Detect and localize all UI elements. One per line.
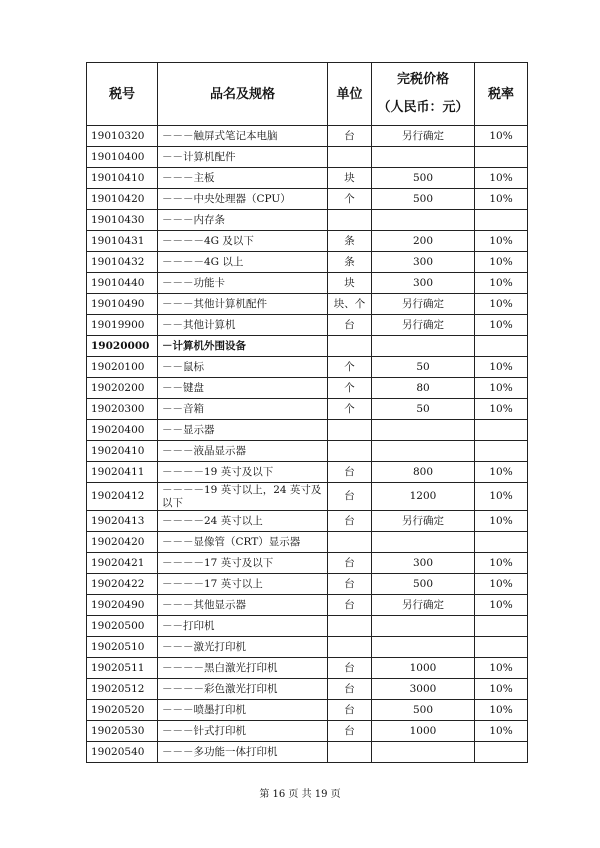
table-row	[87, 637, 528, 658]
cell-code: 19010430	[87, 210, 158, 231]
cell-rate	[475, 147, 528, 168]
cell-rate	[475, 616, 528, 637]
cell-code: 19020420	[87, 532, 158, 553]
cell-price	[372, 616, 475, 637]
cell-rate: 10%	[475, 252, 528, 273]
cell-rate: 10%	[475, 189, 528, 210]
cell-unit: 条	[328, 231, 372, 252]
cell-unit	[328, 210, 372, 231]
cell-rate: 10%	[475, 315, 528, 336]
cell-unit	[328, 336, 372, 357]
cell-price	[372, 336, 475, 357]
cell-unit: 块、个	[328, 294, 372, 315]
cell-rate: 10%	[475, 700, 528, 721]
cell-name: －－音箱	[158, 399, 328, 420]
cell-rate	[475, 210, 528, 231]
table-row	[87, 210, 528, 231]
cell-price: 300	[372, 553, 475, 574]
cell-code: 19010431	[87, 231, 158, 252]
cell-name: －－－－黑白激光打印机	[158, 658, 328, 679]
cell-name: －－－功能卡	[158, 273, 328, 294]
table-row	[87, 378, 528, 399]
cell-unit	[328, 742, 372, 763]
cell-code: 19020520	[87, 700, 158, 721]
table-row	[87, 231, 528, 252]
cell-rate: 10%	[475, 721, 528, 742]
cell-code: 19020413	[87, 511, 158, 532]
cell-name: －－鼠标	[158, 357, 328, 378]
header-price	[372, 63, 475, 126]
table-row	[87, 189, 528, 210]
cell-rate: 10%	[475, 679, 528, 700]
cell-code: 19020200	[87, 378, 158, 399]
cell-price	[372, 637, 475, 658]
cell-code: 19010440	[87, 273, 158, 294]
cell-rate: 10%	[475, 126, 528, 147]
cell-rate: 10%	[475, 399, 528, 420]
cell-price: 50	[372, 399, 475, 420]
cell-rate: 10%	[475, 168, 528, 189]
cell-price	[372, 441, 475, 462]
header-row	[87, 63, 528, 126]
table-row	[87, 441, 528, 462]
cell-code: 19020300	[87, 399, 158, 420]
cell-rate: 10%	[475, 553, 528, 574]
cell-code: 19020400	[87, 420, 158, 441]
table-row	[87, 700, 528, 721]
cell-price: 1000	[372, 721, 475, 742]
cell-unit: 台	[328, 595, 372, 616]
cell-name: －－－液晶显示器	[158, 441, 328, 462]
cell-name: －－－其他显示器	[158, 595, 328, 616]
cell-code: 19010420	[87, 189, 158, 210]
cell-name: －－－触屏式笔记本电脑	[158, 126, 328, 147]
cell-code: 19020100	[87, 357, 158, 378]
table-row	[87, 574, 528, 595]
cell-price: 500	[372, 700, 475, 721]
header-code: 税号	[87, 63, 158, 126]
cell-unit: 台	[328, 553, 372, 574]
table-row	[87, 420, 528, 441]
table-row	[87, 721, 528, 742]
cell-unit: 个	[328, 357, 372, 378]
table-row	[87, 679, 528, 700]
cell-unit: 台	[328, 574, 372, 595]
header-rate: 税率	[475, 63, 528, 126]
cell-price	[372, 420, 475, 441]
cell-price: 800	[372, 462, 475, 483]
cell-price: 3000	[372, 679, 475, 700]
cell-price: 50	[372, 357, 475, 378]
cell-rate	[475, 637, 528, 658]
cell-unit: 台	[328, 126, 372, 147]
table-row	[87, 357, 528, 378]
cell-rate: 10%	[475, 378, 528, 399]
cell-name: －－－－24 英寸以上	[158, 511, 328, 532]
cell-rate: 10%	[475, 357, 528, 378]
cell-price: 500	[372, 168, 475, 189]
cell-name: －－－－19 英寸及以下	[158, 462, 328, 483]
table-body	[87, 126, 528, 763]
cell-rate	[475, 532, 528, 553]
cell-rate: 10%	[475, 658, 528, 679]
cell-unit	[328, 147, 372, 168]
cell-unit: 台	[328, 315, 372, 336]
cell-code: 19020510	[87, 637, 158, 658]
cell-name: －－－主板	[158, 168, 328, 189]
cell-code: 19020410	[87, 441, 158, 462]
table-row	[87, 399, 528, 420]
cell-price	[372, 147, 475, 168]
cell-rate: 10%	[475, 595, 528, 616]
table-row	[87, 483, 528, 511]
cell-name: －－键盘	[158, 378, 328, 399]
cell-unit: 块	[328, 168, 372, 189]
table-row	[87, 147, 528, 168]
cell-code: 19010400	[87, 147, 158, 168]
cell-name: －－－－19 英寸以上，24 英寸及以下	[158, 483, 328, 511]
cell-code: 19020422	[87, 574, 158, 595]
cell-name: －－－－4G 及以下	[158, 231, 328, 252]
table-row	[87, 511, 528, 532]
cell-price: 500	[372, 574, 475, 595]
cell-price	[372, 532, 475, 553]
cell-price: 1200	[372, 483, 475, 511]
cell-code: 19010490	[87, 294, 158, 315]
cell-rate: 10%	[475, 511, 528, 532]
table-row	[87, 126, 528, 147]
cell-name: －－－－17 英寸及以下	[158, 553, 328, 574]
table-row	[87, 315, 528, 336]
table-row	[87, 616, 528, 637]
cell-name: －－计算机配件	[158, 147, 328, 168]
table-row	[87, 658, 528, 679]
cell-unit: 台	[328, 511, 372, 532]
header-price-line2: （人民币：元）	[377, 100, 469, 115]
cell-name: －－－显像管（CRT）显示器	[158, 532, 328, 553]
cell-name: －－－－17 英寸以上	[158, 574, 328, 595]
cell-name: －－其他计算机	[158, 315, 328, 336]
cell-price: 另行确定	[372, 294, 475, 315]
cell-price: 300	[372, 273, 475, 294]
cell-rate: 10%	[475, 462, 528, 483]
table-row	[87, 595, 528, 616]
cell-price: 80	[372, 378, 475, 399]
cell-rate	[475, 336, 528, 357]
cell-code: 19020500	[87, 616, 158, 637]
cell-name: －－－其他计算机配件	[158, 294, 328, 315]
cell-code: 19020490	[87, 595, 158, 616]
cell-code: 19020421	[87, 553, 158, 574]
cell-unit	[328, 637, 372, 658]
cell-code: 19020511	[87, 658, 158, 679]
cell-code: 19019900	[87, 315, 158, 336]
table-row	[87, 252, 528, 273]
cell-name: －－－喷墨打印机	[158, 700, 328, 721]
cell-name: －－－－4G 以上	[158, 252, 328, 273]
cell-unit: 个	[328, 189, 372, 210]
table-row	[87, 294, 528, 315]
cell-code: 19020411	[87, 462, 158, 483]
cell-rate	[475, 420, 528, 441]
cell-price	[372, 742, 475, 763]
table-row	[87, 742, 528, 763]
cell-name: －－－针式打印机	[158, 721, 328, 742]
cell-code: 19020512	[87, 679, 158, 700]
cell-code: 19010432	[87, 252, 158, 273]
cell-code: 19020000	[87, 336, 158, 357]
cell-rate: 10%	[475, 574, 528, 595]
header-name: 品名及规格	[158, 63, 328, 126]
header-unit: 单位	[328, 63, 372, 126]
cell-rate: 10%	[475, 294, 528, 315]
table-row	[87, 532, 528, 553]
cell-unit: 台	[328, 679, 372, 700]
cell-price	[372, 210, 475, 231]
cell-code: 19010410	[87, 168, 158, 189]
cell-name: －计算机外围设备	[158, 336, 328, 357]
cell-unit: 块	[328, 273, 372, 294]
cell-unit	[328, 441, 372, 462]
table-row	[87, 553, 528, 574]
cell-unit	[328, 532, 372, 553]
cell-unit: 台	[328, 700, 372, 721]
table-row	[87, 168, 528, 189]
cell-price: 另行确定	[372, 511, 475, 532]
cell-unit	[328, 616, 372, 637]
cell-code: 19010320	[87, 126, 158, 147]
cell-rate	[475, 742, 528, 763]
cell-price: 300	[372, 252, 475, 273]
cell-name: －－－多功能一体打印机	[158, 742, 328, 763]
cell-code: 19020540	[87, 742, 158, 763]
cell-name: －－打印机	[158, 616, 328, 637]
table-row	[87, 336, 528, 357]
cell-unit: 台	[328, 658, 372, 679]
cell-code: 19020412	[87, 483, 158, 511]
cell-unit	[328, 420, 372, 441]
cell-unit: 台	[328, 483, 372, 511]
cell-unit: 台	[328, 721, 372, 742]
cell-name: －－－内存条	[158, 210, 328, 231]
tariff-table	[86, 62, 528, 763]
header-price-line1: 完税价格	[396, 72, 449, 87]
cell-name: －－－中央处理器（CPU）	[158, 189, 328, 210]
cell-price: 1000	[372, 658, 475, 679]
cell-name: －－－激光打印机	[158, 637, 328, 658]
page-footer: 第 16 页 共 19 页	[259, 789, 341, 800]
cell-rate	[475, 441, 528, 462]
cell-unit: 个	[328, 378, 372, 399]
table-row	[87, 273, 528, 294]
cell-rate: 10%	[475, 231, 528, 252]
cell-unit: 个	[328, 399, 372, 420]
cell-price: 另行确定	[372, 315, 475, 336]
table-header	[87, 63, 528, 126]
cell-price: 200	[372, 231, 475, 252]
cell-price: 另行确定	[372, 126, 475, 147]
cell-name: －－显示器	[158, 420, 328, 441]
cell-rate: 10%	[475, 483, 528, 511]
cell-name: －－－－彩色激光打印机	[158, 679, 328, 700]
cell-unit: 台	[328, 462, 372, 483]
table-row	[87, 462, 528, 483]
cell-code: 19020530	[87, 721, 158, 742]
cell-price: 500	[372, 189, 475, 210]
cell-price: 另行确定	[372, 595, 475, 616]
cell-rate: 10%	[475, 273, 528, 294]
cell-unit: 条	[328, 252, 372, 273]
